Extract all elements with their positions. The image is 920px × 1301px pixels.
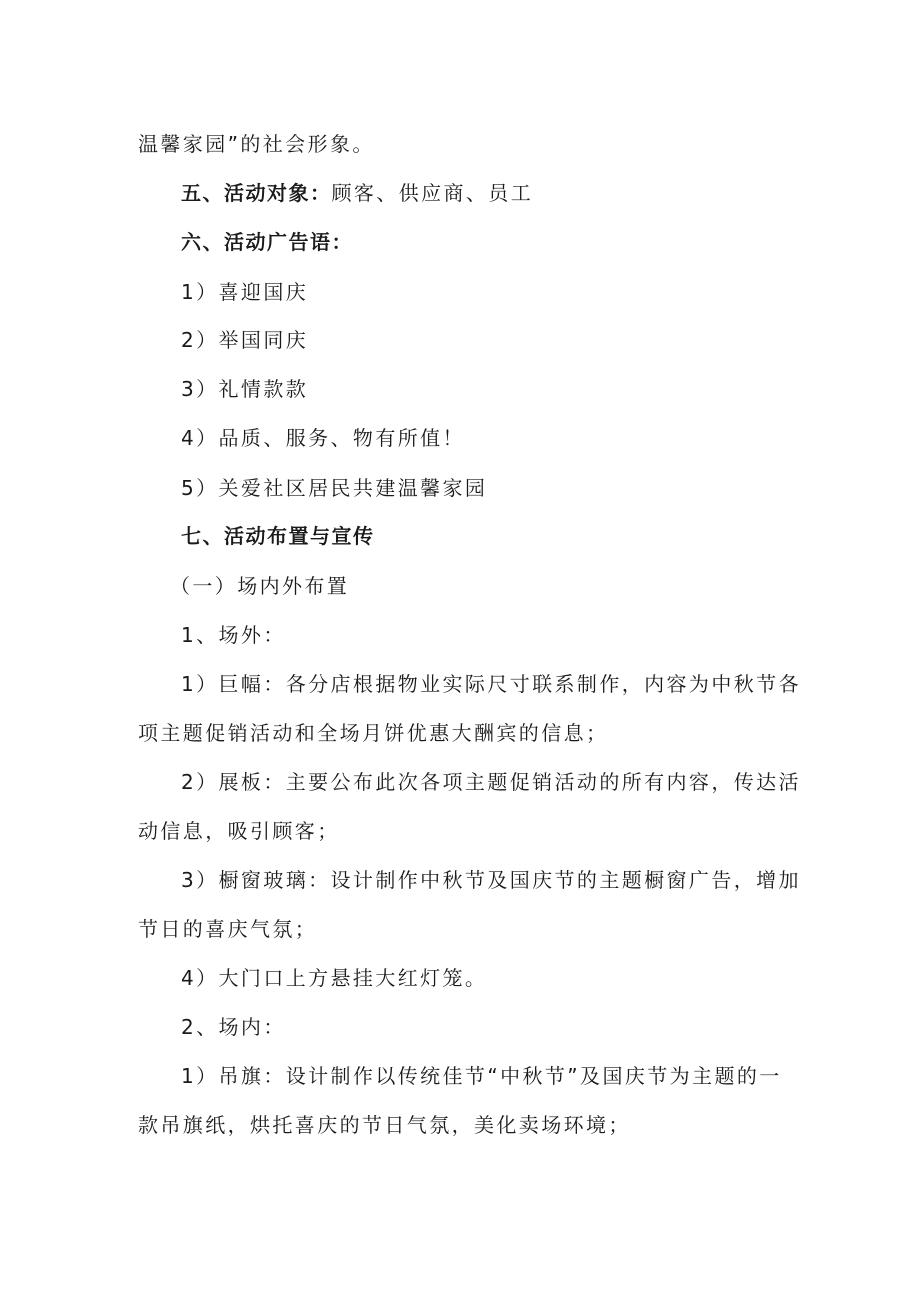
paragraph-line: 款吊旗纸，烘托喜庆的节日气氛，美化卖场环境；: [138, 1113, 631, 1137]
paragraph-line: 1）吊旗：设计制作以传统佳节“中秋节”及国庆节为主题的一: [181, 1064, 782, 1088]
paragraph-continuation: 温馨家园”的社会形象。: [138, 132, 375, 156]
section-six-heading: [181, 228, 798, 256]
section-five-heading: [181, 179, 798, 207]
paragraph-line: 动信息，吸引顾客；: [138, 819, 340, 843]
paragraph-line: 项主题促销活动和全场月饼优惠大酬宾的信息；: [138, 721, 609, 745]
subsection-heading: （一）场内外布置: [170, 574, 350, 598]
section-five-text: 顾客、供应商、员工: [331, 181, 534, 205]
outdoor-heading: 1、场外：: [181, 623, 286, 647]
slogan-item: 3）礼情款款: [181, 377, 309, 401]
slogan-item: 1）喜迎国庆: [181, 280, 309, 304]
section-six-label: 六、活动广告语：: [181, 230, 353, 254]
slogan-item: 2）举国同庆: [181, 328, 309, 352]
paragraph-line: 4）大门口上方悬挂大红灯笼。: [181, 966, 488, 990]
section-seven-heading: [181, 522, 798, 550]
slogan-item: 4）品质、服务、物有所值！: [181, 426, 465, 450]
paragraph-line: 1）巨幅：各分店根据物业实际尺寸联系制作，内容为中秋节各: [181, 672, 801, 696]
slogan-item: 5）关爱社区居民共建温馨家园: [181, 476, 488, 500]
indoor-heading: 2、场内：: [181, 1015, 286, 1039]
paragraph-line: 2）展板：主要公布此次各项主题促销活动的所有内容，传达活: [181, 770, 801, 794]
paragraph-line: 3）橱窗玻璃：设计制作中秋节及国庆节的主题橱窗广告，增加: [181, 868, 801, 892]
section-seven-label: 七、活动布置与宣传: [181, 524, 375, 548]
paragraph-line: 节日的喜庆气氛；: [138, 917, 318, 941]
section-five-label: 五、活动对象：: [181, 181, 332, 205]
